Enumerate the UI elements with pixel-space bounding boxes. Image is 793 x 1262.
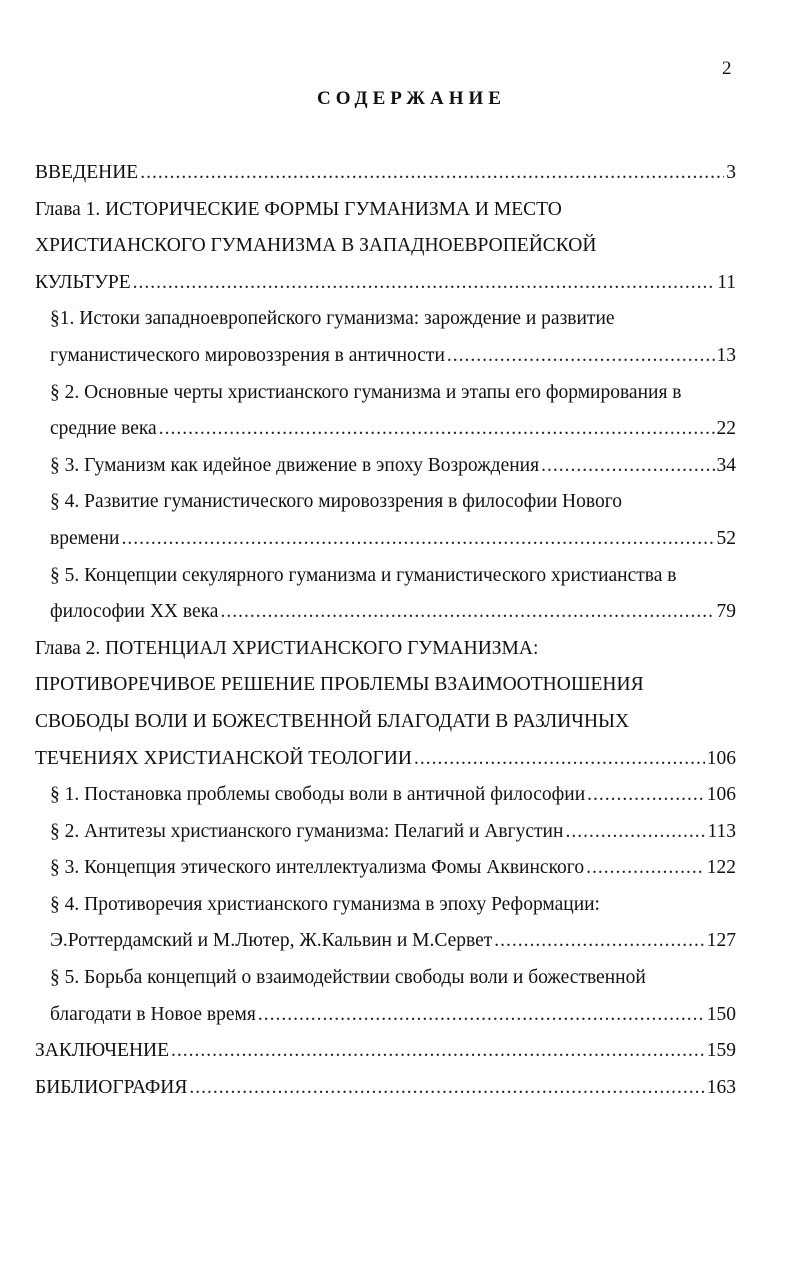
- toc-entry: [35, 1033, 736, 1070]
- toc-entry: [35, 631, 736, 777]
- toc-entry-line: § 5. Борьба концепций о взаимодействии свободы воли и божественной: [50, 967, 646, 989]
- table-of-contents: [35, 155, 736, 1106]
- toc-entry-title: средние века: [50, 418, 157, 440]
- toc-entry-title: БИБЛИОГРАФИЯ: [35, 1076, 188, 1098]
- page-number: 2: [722, 58, 732, 79]
- toc-page-number: 22: [716, 418, 736, 440]
- toc-page-number: 13: [716, 344, 736, 366]
- toc-entry-line: § 4. Противоречия христианского гуманизма в эпоху Реформации:: [50, 893, 600, 915]
- toc-page-number: 3: [726, 162, 736, 183]
- toc-entry-line: § 4. Развитие гуманистического мировоззрения в философии Нового: [50, 491, 622, 513]
- toc-entry: [35, 192, 736, 302]
- dot-leader: [171, 1033, 705, 1070]
- dot-leader: [140, 155, 724, 192]
- toc-entry: [50, 301, 736, 374]
- toc-entry-line: §1. Истоки западноевропейского гуманизма: зарождение и развитие: [50, 308, 615, 330]
- dot-leader: [565, 814, 705, 851]
- dot-leader: [586, 850, 705, 887]
- toc-entry-title: благодати в Новое время: [50, 1003, 256, 1025]
- toc-page-number: 11: [717, 271, 736, 293]
- toc-page-number: 34: [716, 454, 736, 476]
- toc-entry: [50, 448, 736, 485]
- toc-entry-title: Э.Роттердамский и М.Лютер, Ж.Кальвин и М.Сервет: [50, 930, 493, 952]
- dot-leader: [494, 923, 704, 960]
- dot-leader: [541, 448, 714, 485]
- toc-entry-title: § 1. Постановка проблемы свободы воли в античной философии: [50, 784, 586, 806]
- toc-page-number: 106: [706, 747, 736, 769]
- toc-entry-line: § 5. Концепции секулярного гуманизма и гуманистического христианства в: [50, 564, 677, 586]
- toc-entry-title: § 2. Антитезы христианского гуманизма: Пелагий и Августин: [50, 820, 564, 842]
- dot-leader: [121, 521, 714, 558]
- toc-entry-line: Глава 2. ПОТЕНЦИАЛ ХРИСТИАНСКОГО ГУМАНИЗМА:: [35, 637, 539, 659]
- toc-entry: [35, 1070, 736, 1107]
- toc-entry: [50, 777, 736, 814]
- toc-page-number: 113: [707, 820, 736, 842]
- toc-entry: [50, 850, 736, 887]
- toc-entry: [50, 814, 736, 851]
- toc-entry-line: СВОБОДЫ ВОЛИ И БОЖЕСТВЕННОЙ БЛАГОДАТИ В РАЗЛИЧНЫХ: [35, 710, 630, 732]
- toc-entry-title: § 3. Гуманизм как идейное движение в эпоху Возрождения: [50, 454, 540, 476]
- dot-leader: [414, 741, 705, 778]
- toc-page-number: 159: [706, 1040, 736, 1062]
- toc-entry-title: ЗАКЛЮЧЕНИЕ: [35, 1040, 170, 1062]
- toc-entry-line: Глава 1. ИСТОРИЧЕСКИЕ ФОРМЫ ГУМАНИЗМА И МЕСТО: [35, 198, 562, 220]
- toc-entry-title: времени: [50, 527, 120, 549]
- toc-entry: [50, 887, 736, 960]
- toc-entry-title: философии XX века: [50, 601, 219, 623]
- toc-entry-title: гуманистического мировоззрения в античности: [50, 344, 445, 366]
- dot-leader: [587, 777, 705, 814]
- toc-page-number: 106: [706, 784, 736, 806]
- toc-entry-title: ТЕЧЕНИЯХ ХРИСТИАНСКОЙ ТЕОЛОГИИ: [35, 747, 412, 769]
- toc-page-number: 163: [706, 1076, 736, 1098]
- dot-leader: [189, 1070, 704, 1107]
- toc-page-number: 52: [716, 527, 736, 549]
- toc-page-number: 127: [706, 930, 736, 952]
- dot-leader: [133, 265, 716, 302]
- toc-entry: [50, 484, 736, 557]
- toc-entry: [50, 375, 736, 448]
- toc-entry-title: § 3. Концепция этического интеллектуализма Фомы Аквинского: [50, 857, 585, 879]
- dot-leader: [220, 594, 714, 631]
- toc-entry-line: ХРИСТИАНСКОГО ГУМАНИЗМА В ЗАПАДНОЕВРОПЕЙСКОЙ: [35, 235, 597, 257]
- toc-entry-line: ПРОТИВОРЕЧИВОЕ РЕШЕНИЕ ПРОБЛЕМЫ ВЗАИМООТНОШЕНИЯ: [35, 674, 644, 696]
- toc-entry: [50, 558, 736, 631]
- toc-entry-line: § 2. Основные черты христианского гуманизма и этапы его формирования в: [50, 381, 682, 403]
- toc-entry: [35, 155, 736, 192]
- toc-page-number: 122: [706, 857, 736, 879]
- toc-page-number: 79: [716, 601, 736, 623]
- toc-entry: [50, 960, 736, 1033]
- toc-entry-title: ВВЕДЕНИЕ: [35, 162, 139, 183]
- dot-leader: [159, 411, 715, 448]
- dot-leader: [258, 997, 705, 1034]
- page-title: СОДЕРЖАНИЕ: [317, 88, 506, 109]
- dot-leader: [447, 338, 715, 375]
- toc-entry-title: КУЛЬТУРЕ: [35, 271, 131, 293]
- toc-page-number: 150: [706, 1003, 736, 1025]
